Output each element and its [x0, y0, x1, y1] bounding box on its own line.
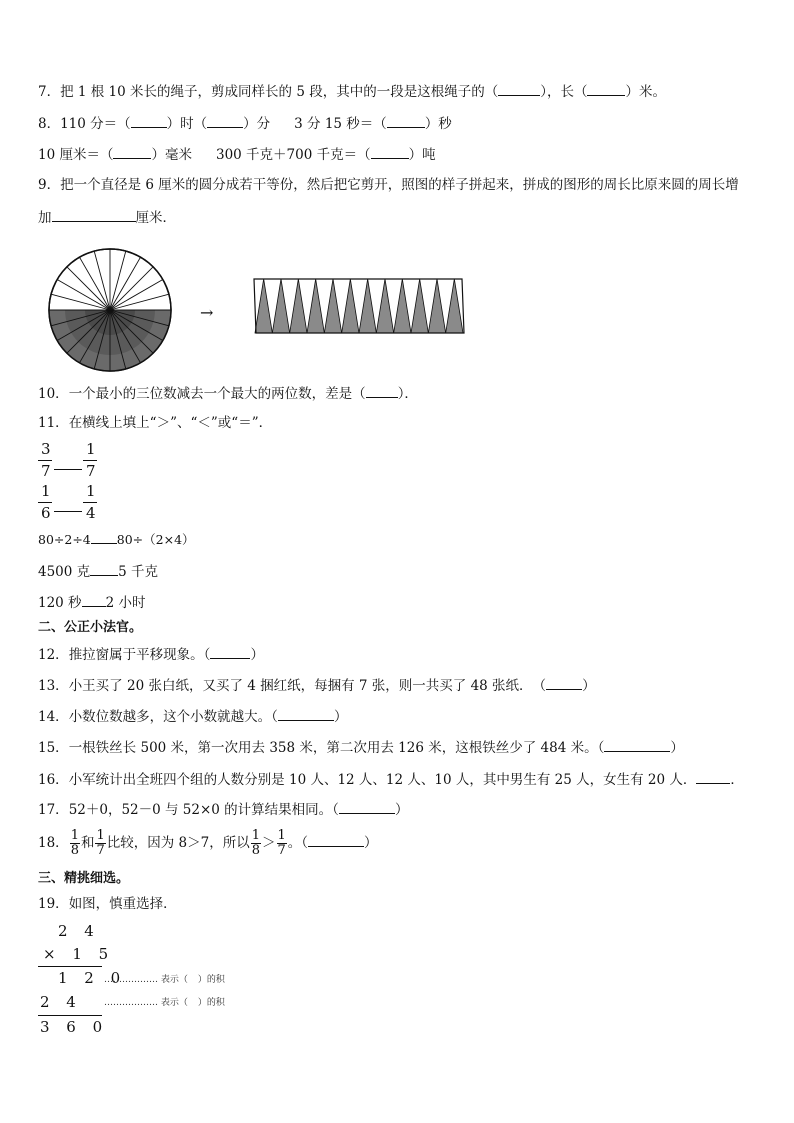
question-13: 13．小王买了 20 张白纸，又买了 4 捆红纸，每捆有 7 张，则一共买了 48 张纸． （ ）	[38, 678, 596, 694]
answer-blank[interactable]	[210, 645, 250, 659]
answer-blank[interactable]	[188, 974, 198, 982]
question-17: 17．52＋0，52－0 与 52×0 的计算结果相同。（ ）	[38, 802, 409, 818]
question-19: 19．如图，慎重选择．	[38, 896, 177, 912]
mult-row-multiplier: × 1 5	[43, 945, 115, 963]
answer-line[interactable]	[54, 469, 82, 470]
mult-row-multiplicand: 2 4	[58, 922, 100, 940]
annotation-2: ……………… 表示（ ）的积	[104, 998, 225, 1008]
answer-line[interactable]	[54, 511, 82, 512]
circle-sectors-figure	[44, 247, 178, 373]
arrow-icon: →	[200, 303, 214, 322]
mult-partial-2: 2 4	[40, 993, 82, 1011]
answer-blank[interactable]	[546, 676, 582, 690]
expression-compare-2: 4500 克 5 千克	[38, 564, 159, 580]
answer-blank[interactable]	[207, 114, 243, 128]
sector-piece-shaded	[376, 279, 393, 333]
answer-blank[interactable]	[696, 770, 730, 784]
answer-blank[interactable]	[339, 800, 395, 814]
answer-blank[interactable]	[498, 82, 540, 96]
answer-blank[interactable]	[371, 145, 409, 159]
question-number: 7．	[38, 84, 61, 100]
sector-piece-shaded	[272, 279, 289, 333]
mult-rule-2	[38, 1015, 102, 1016]
mult-partial-1: 1 2 0	[58, 969, 127, 987]
fraction: $\frac{1}{8}$	[70, 828, 79, 858]
answer-blank[interactable]	[52, 208, 136, 222]
answer-blank[interactable]	[188, 997, 198, 1005]
annotation-1: ……………… 表示（ ）的积	[104, 975, 225, 985]
answer-blank[interactable]	[82, 593, 106, 607]
answer-blank[interactable]	[604, 738, 670, 752]
answer-blank[interactable]	[587, 82, 625, 96]
sector-piece-shaded	[394, 279, 411, 333]
fraction: $\frac{1}{7}$	[96, 828, 105, 858]
answer-blank[interactable]	[308, 833, 364, 847]
answer-blank[interactable]	[113, 145, 151, 159]
question-8-row-2: 10 厘米＝（ ）毫米 300 千克＋700 千克＝（ ）吨	[38, 147, 436, 163]
fraction: $\frac{1}{8}$	[251, 828, 261, 858]
section-3-heading: 三、精挑细选。	[38, 871, 130, 886]
sector-piece-shaded	[290, 279, 307, 333]
question-10: 10．一个最小的三位数减去一个最大的两位数，差是（ ）．	[38, 386, 418, 402]
sector-piece-shaded	[428, 279, 445, 333]
question-15: 15．一根铁丝长 500 米，第一次用去 358 米，第二次用去 126 米，这根铁丝少了 484 米。（ ）	[38, 740, 684, 756]
answer-blank[interactable]	[387, 114, 425, 128]
sector-piece-shaded	[342, 279, 359, 333]
sector-piece-shaded	[411, 279, 428, 333]
question-9-line-2: 加 厘米．	[38, 210, 176, 226]
rearranged-shape-figure	[252, 275, 466, 337]
answer-blank[interactable]	[91, 530, 117, 544]
answer-blank[interactable]	[90, 562, 118, 576]
question-11: 11．在横线上填上“＞”、“＜”或“＝”．	[38, 415, 273, 431]
sector-piece-shaded	[255, 279, 272, 333]
question-9: 9．把一个直径是 6 厘米的圆分成若干等份，然后把它剪开，照图的样子拼起来，拼成的图形的周长比原来圆的周长增	[38, 177, 739, 193]
question-7: 7．把 1 根 10 米长的绳子，剪成同样长的 5 段，其中的一段是这根绳子的（ ），长（ ）米。	[38, 84, 666, 100]
question-12: 12．推拉窗属于平移现象。（ ）	[38, 647, 264, 663]
answer-blank[interactable]	[278, 707, 334, 721]
mult-result: 3 6 0	[40, 1018, 109, 1036]
fraction: $\frac{1}{7}$	[277, 828, 286, 858]
mult-rule-1	[38, 966, 102, 967]
expression-compare-1: 80÷2÷4 80÷（2×4）	[38, 532, 195, 547]
answer-blank[interactable]	[366, 384, 398, 398]
sector-piece-shaded	[324, 279, 341, 333]
sector-piece-shaded	[359, 279, 376, 333]
sector-piece-shaded	[446, 279, 463, 333]
question-16: 16．小军统计出全班四个组的人数分别是 10 人、12 人、12 人、10 人，其中男生有 25 人，女生有 20 人． ．	[38, 772, 744, 788]
question-18: 18． $\frac{1}{8}$ 和 $\frac{1}{7}$ 比较，因为 8＞7，所以 $\frac{1}{8}$ ＞ $\frac{1}{7}$ 。（ ）	[38, 828, 378, 858]
section-2-heading: 二、公正小法官。	[38, 620, 143, 635]
answer-blank[interactable]	[131, 114, 167, 128]
question-14: 14．小数位数越多，这个小数就越大。（ ）	[38, 709, 348, 725]
sector-piece-shaded	[307, 279, 324, 333]
expression-compare-3: 120 秒 2 小时	[38, 595, 146, 611]
question-8: 8．110 分＝（ ）时（ ）分 3 分 15 秒＝（ ）秒	[38, 116, 452, 132]
